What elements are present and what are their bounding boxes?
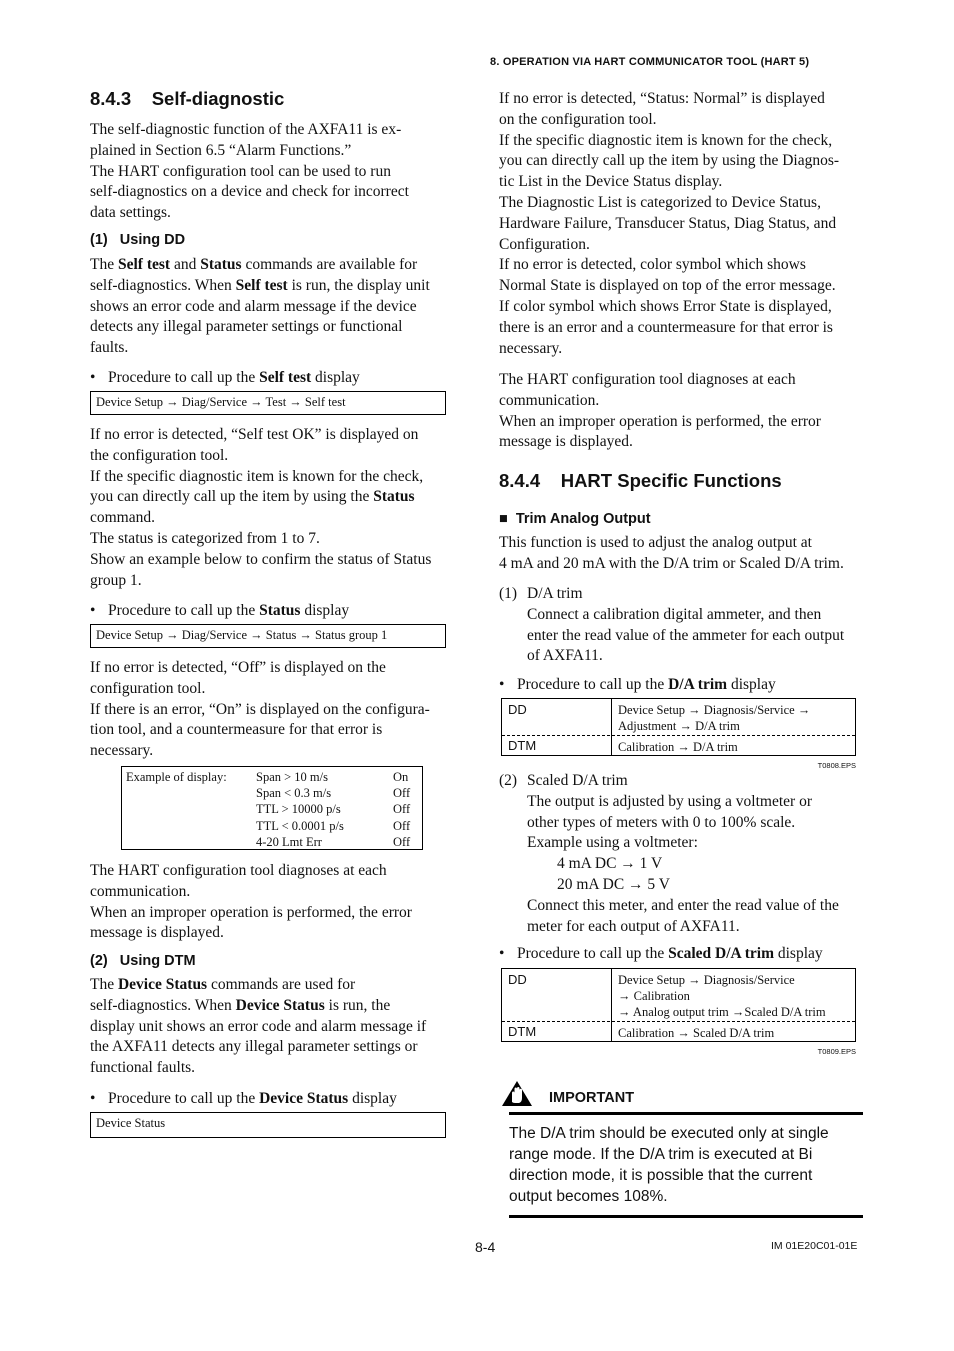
text-line: communication. (499, 391, 600, 409)
scaled-da-trim-table (501, 968, 856, 1042)
page-number: 8-4 (475, 1239, 496, 1255)
text-line: If no error is detected, color symbol which shows (499, 256, 806, 274)
text-line: direction mode, it is possible that the current (509, 1167, 813, 1184)
text-line: If no error is detected, “Off” is displayed on the (90, 659, 386, 676)
dd-path (618, 972, 826, 1020)
intro-paragraph (90, 120, 409, 224)
device-status-path-box: Device Status (90, 1112, 446, 1138)
text: display (727, 676, 776, 693)
example-item: TTL < 0.0001 p/s (256, 818, 344, 833)
text-line: enter the read value of the ammeter for each output (527, 626, 845, 644)
bold-text: Status (259, 602, 301, 619)
using-dd-heading: (1) Using DD (90, 232, 186, 248)
dtm-path: Calibration → Scaled D/A trim (618, 1026, 775, 1040)
example-20ma: 20 mA DC → 5 V (557, 875, 670, 893)
text-line: Connect a calibration digital ammeter, and then (527, 605, 822, 623)
da-trim-title: D/A trim (527, 585, 583, 602)
text: self-diagnostics. When (90, 996, 236, 1014)
text-line: meter for each output of AXFA11. (527, 917, 740, 935)
text-line: self-diagnostics on a device and check for incorrect (90, 183, 409, 201)
text-line: range mode. If the D/A trim is executed at Bi (509, 1146, 813, 1163)
diag-paragraph-right (499, 370, 821, 453)
running-header: 8. OPERATION VIA HART COMMUNICATOR TOOL (HART 5) (490, 56, 810, 68)
important-title: IMPORTANT (549, 1090, 635, 1106)
text-line: detects any illegal parameter settings or functional (90, 318, 403, 336)
text: Procedure to call up the (108, 602, 260, 619)
using-dtm-heading: (2) Using DTM (90, 953, 196, 969)
dd-path (618, 702, 810, 734)
dd-label: DD (508, 972, 527, 987)
status-paragraph (90, 658, 430, 762)
example-state: Off (393, 818, 411, 833)
bold-text: Self test (117, 256, 171, 273)
bullet-status (90, 601, 349, 621)
text-line: message is displayed. (499, 433, 633, 451)
path-line: → Analog output trim →Scaled D/A trim (618, 1005, 826, 1019)
text-line: Configuration. (499, 235, 590, 253)
bullet-dot: • (90, 369, 96, 386)
text-line: message is displayed. (90, 924, 224, 942)
bullet-dot: • (90, 1090, 96, 1107)
text-line: The D/A trim should be executed only at single (509, 1125, 829, 1142)
section-8-4-4-title: 8.4.4 HART Specific Functions (499, 470, 782, 491)
text: is run, the display unit (287, 276, 430, 294)
text: Procedure to call up the (108, 369, 260, 386)
text-line: display unit shows an error code and alarm message if (90, 1017, 427, 1035)
example-state: Off (393, 786, 411, 801)
example-item: 4-20 Lmt Err (256, 834, 322, 849)
text-line: Example using a voltmeter: (527, 834, 698, 852)
example-states (393, 769, 410, 850)
text-line: the configuration tool. (90, 446, 229, 464)
text: Procedure to call up the (108, 1090, 260, 1107)
table-column-divider (611, 969, 612, 1041)
scaled-da-trim-title: Scaled D/A trim (527, 772, 628, 789)
example-item: TTL > 10000 p/s (256, 802, 341, 817)
text-line: group 1. (90, 571, 142, 589)
example-state: Off (393, 802, 411, 817)
example-item: Span > 10 m/s (256, 770, 328, 784)
example-display-box (121, 766, 423, 850)
status-path-box: Device Setup → Diag/Service → Status → Status group 1 (90, 624, 446, 648)
scaled-da-trim-number: (2) (499, 772, 518, 789)
text-line: The Diagnostic List is categorized to Device Status, (499, 193, 821, 211)
dtm-label: DTM (508, 1024, 537, 1039)
example-state: Off (393, 834, 411, 849)
text: display (300, 602, 350, 619)
text-line: output becomes 108%. (509, 1188, 668, 1205)
text-line (90, 975, 426, 996)
warning-hand-icon (501, 1080, 533, 1107)
text-line: Normal State is displayed on top of the error message. (499, 277, 836, 295)
text-line (90, 487, 431, 508)
path-line: Device Setup → Diagnosis/Service (618, 973, 795, 987)
example-state: On (393, 770, 409, 784)
important-body (509, 1123, 829, 1207)
important-top-rule (509, 1112, 863, 1115)
important-icon (501, 1080, 533, 1107)
table-ref-t0809: T0809.EPS (817, 1047, 856, 1056)
bold-text: D/A trim (668, 676, 728, 693)
dtm-label: DTM (508, 738, 537, 753)
text-line: When an improper operation is performed, the error (90, 903, 412, 921)
scaled-da-trim-block (527, 771, 839, 937)
bold-text: Scaled D/A trim (668, 945, 774, 962)
text: commands are available for (241, 256, 418, 273)
da-trim-number: (1) (499, 585, 518, 602)
bullet-da-trim (499, 675, 776, 695)
bold-text: Self test (259, 369, 312, 386)
trim-paragraph (499, 533, 844, 575)
text-line: other types of meters with 0 to 100% scale. (527, 813, 796, 831)
text-line: The self-diagnostic function of the AXFA11 is ex- (90, 121, 402, 138)
dd-label: DD (508, 702, 527, 717)
text-line: necessary. (499, 339, 563, 357)
text-line: If no error is detected, “Self test OK” is displayed on (90, 426, 419, 443)
bullet-dot: • (499, 945, 505, 962)
text: display (773, 945, 823, 962)
diag-paragraph-left (90, 861, 412, 944)
self-test-path-box: Device Setup → Diag/Service → Test → Self test (90, 391, 446, 415)
dtm-path: Calibration → D/A trim (618, 740, 738, 754)
text-line: The status is categorized from 1 to 7. (90, 529, 320, 547)
text-line: there is an error and a countermeasure for that error is (499, 318, 833, 336)
text-line: If there is an error, “On” is displayed on the configura- (90, 700, 430, 718)
bullet-dot: • (90, 602, 96, 619)
text-line (90, 996, 426, 1017)
example-label: Example of display: (126, 770, 227, 784)
bold-text: Device Status (235, 996, 325, 1014)
text-line: If color symbol which shows Error State is displayed, (499, 297, 832, 315)
example-item: Span < 0.3 m/s (256, 786, 332, 801)
bold-text: Status (373, 488, 415, 506)
text-line: communication. (90, 882, 191, 900)
text-line: When an improper operation is performed, the error (499, 412, 821, 430)
self-test-paragraph (90, 425, 431, 591)
table-ref-t0808: T0808.EPS (817, 761, 856, 770)
bullet-scaled-da-trim (499, 944, 823, 964)
text-line: on the configuration tool. (499, 110, 657, 128)
bold-text: Device Status (259, 1090, 349, 1107)
da-trim-block (527, 584, 844, 667)
important-bottom-rule (509, 1215, 863, 1218)
text-line: Show an example below to confirm the status of Status (90, 550, 432, 568)
example-items (256, 769, 344, 850)
text-line: Connect this meter, and enter the read value of the (527, 896, 839, 914)
text-line: data settings. (90, 204, 171, 222)
text-line: The HART configuration tool can be used to run (90, 162, 391, 180)
text-line (90, 255, 430, 276)
path-line: Device Setup → Diagnosis/Service → (618, 703, 811, 717)
path-line: → Calibration (618, 989, 690, 1003)
trim-analog-output-heading: ■ Trim Analog Output (499, 511, 651, 527)
section-8-4-3-title: 8.4.3 Self-diagnostic (90, 88, 285, 109)
table-row-divider (502, 735, 855, 736)
text-line: tion tool, and a countermeasure for that error is (90, 721, 383, 739)
text-line: faults. (90, 339, 129, 357)
text: is run, the (324, 996, 391, 1014)
text: you can directly call up the item by using the (90, 488, 374, 506)
text-line: If the specific diagnostic item is known for the check, (90, 467, 424, 485)
path-line: Adjustment → D/A trim (618, 719, 740, 733)
text: The (90, 256, 118, 273)
text: Procedure to call up the (517, 945, 669, 962)
bullet-self-test (90, 368, 360, 388)
text-line: The HART configuration tool diagnoses at each (499, 371, 796, 388)
text-line: This function is used to adjust the analog output at (499, 534, 812, 551)
text-line: If no error is detected, “Status: Normal” is displayed (499, 90, 825, 107)
text-line: shows an error code and alarm message if the device (90, 297, 417, 315)
text-line: tic List in the Device Status display. (499, 173, 723, 191)
text: display (348, 1090, 397, 1107)
text-line: Hardware Failure, Transducer Status, Diag Status, and (499, 214, 837, 232)
dtm-paragraph (90, 975, 426, 1079)
text-line: the AXFA11 detects any illegal parameter settings or (90, 1038, 418, 1056)
example-4ma: 4 mA DC → 1 V (557, 855, 663, 873)
text-line: functional faults. (90, 1059, 196, 1077)
text: commands are used for (207, 976, 356, 993)
text-line: of AXFA11. (527, 647, 603, 665)
table-row-divider (502, 1021, 855, 1022)
text-line: plained in Section 6.5 “Alarm Functions.” (90, 141, 352, 159)
text-line: 4 mA and 20 mA with the D/A trim or Scaled D/A trim. (499, 554, 844, 572)
text-line: necessary. (90, 742, 154, 760)
bullet-dot: • (499, 676, 505, 693)
text: display (311, 369, 360, 386)
text-line: command. (90, 509, 155, 527)
text-line (90, 276, 430, 297)
bold-text: Self test (235, 276, 288, 294)
text: Procedure to call up the (517, 676, 669, 693)
dd-paragraph (90, 255, 430, 359)
text: and (170, 256, 201, 273)
text-line: The HART configuration tool diagnoses at each (90, 862, 387, 879)
text-line: you can directly call up the item by using the Diagnos- (499, 152, 840, 170)
status-normal-paragraph (499, 89, 839, 359)
text: self-diagnostics. When (90, 276, 236, 294)
text-line: The output is adjusted by using a voltmeter or (527, 792, 812, 810)
bold-text: Status (200, 256, 242, 273)
table-column-divider (611, 699, 612, 755)
document-id: IM 01E20C01-01E (771, 1240, 858, 1252)
da-trim-table (501, 698, 856, 756)
text-line: configuration tool. (90, 679, 206, 697)
text: The (90, 976, 118, 993)
bold-text: Device Status (117, 976, 208, 993)
text-line: If the specific diagnostic item is known for the check, (499, 131, 833, 149)
bullet-device-status (90, 1089, 397, 1109)
